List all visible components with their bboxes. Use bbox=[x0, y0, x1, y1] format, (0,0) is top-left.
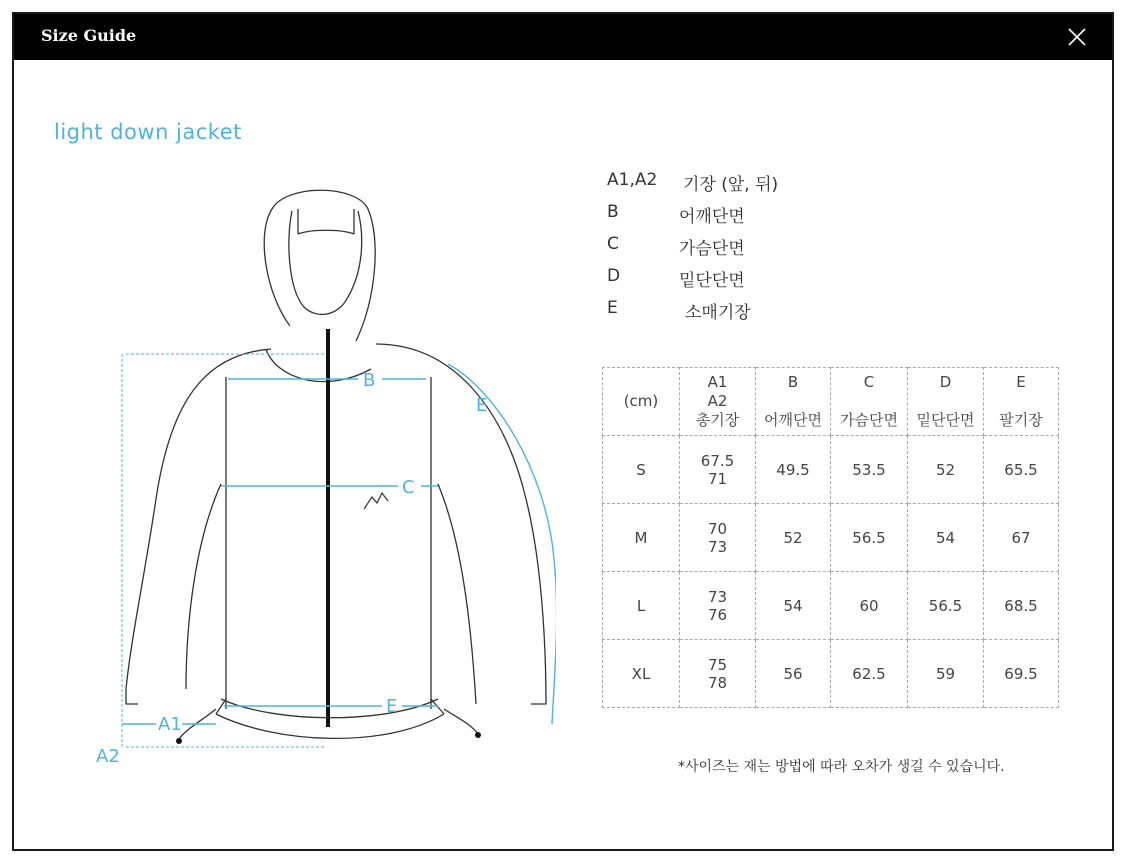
length-cell bbox=[680, 504, 756, 572]
length-cell bbox=[680, 436, 756, 504]
size-label: M bbox=[603, 504, 680, 572]
column-code: D bbox=[939, 373, 952, 391]
chest-cell: 62.5 bbox=[831, 640, 908, 708]
column-name: 어깨단면 bbox=[764, 411, 822, 429]
length-cell bbox=[680, 572, 756, 640]
length-a1: 75 bbox=[707, 655, 728, 674]
table-row bbox=[603, 436, 1059, 504]
legend-code: E bbox=[607, 298, 618, 318]
shoulder-cell: 54 bbox=[756, 572, 831, 640]
column-code: E bbox=[1016, 373, 1026, 391]
legend-desc: 기장 (앞, 뒤) bbox=[683, 175, 779, 195]
legend-code: A1,A2 bbox=[607, 170, 658, 190]
diagram-label-a2: A2 bbox=[96, 746, 120, 767]
diagram-label-a1: A1 bbox=[158, 714, 182, 735]
size-label: XL bbox=[603, 640, 680, 708]
modal-titlebar bbox=[14, 14, 1112, 60]
legend-desc: 어깨단면 bbox=[679, 207, 745, 227]
size-table-header bbox=[603, 368, 1059, 436]
column-code: B bbox=[787, 373, 799, 391]
legend-desc: 가슴단면 bbox=[679, 239, 745, 259]
column-header-d bbox=[908, 368, 984, 436]
chest-cell: 53.5 bbox=[831, 436, 908, 504]
diagram-label-b: B bbox=[363, 370, 376, 391]
hem-cell: 54 bbox=[908, 504, 984, 572]
product-name: light down jacket bbox=[54, 120, 242, 144]
column-name: 팔기장 bbox=[999, 411, 1043, 429]
size-guide-modal bbox=[12, 12, 1114, 851]
diagram-label-e-sleeve: E bbox=[476, 395, 488, 416]
legend-code: B bbox=[607, 202, 619, 222]
hem-cell: 56.5 bbox=[908, 572, 984, 640]
column-code: A1 bbox=[707, 373, 728, 391]
unit-header: (cm) bbox=[603, 368, 680, 436]
sleeve-cell: 67 bbox=[984, 504, 1059, 572]
column-header-a bbox=[680, 368, 756, 436]
chest-cell: 56.5 bbox=[831, 504, 908, 572]
table-row bbox=[603, 572, 1059, 640]
column-name: 총기장 bbox=[695, 411, 740, 429]
length-cell bbox=[680, 640, 756, 708]
length-a2: 71 bbox=[707, 469, 728, 488]
column-name: 밑단단면 bbox=[916, 411, 975, 429]
close-icon[interactable] bbox=[1064, 24, 1090, 50]
column-header-c bbox=[831, 368, 908, 436]
legend-desc: 밑단단면 bbox=[679, 271, 745, 291]
column-code: C bbox=[863, 373, 875, 391]
size-label: L bbox=[603, 572, 680, 640]
sleeve-cell: 65.5 bbox=[984, 436, 1059, 504]
size-label: S bbox=[603, 436, 680, 504]
column-code: A2 bbox=[707, 392, 728, 410]
table-row bbox=[603, 504, 1059, 572]
hem-cell: 59 bbox=[908, 640, 984, 708]
table-row bbox=[603, 640, 1059, 708]
legend-code: D bbox=[607, 266, 621, 286]
length-a1: 70 bbox=[707, 519, 728, 538]
shoulder-cell: 52 bbox=[756, 504, 831, 572]
length-a2: 73 bbox=[707, 537, 728, 556]
column-header-b bbox=[756, 368, 831, 436]
shoulder-cell: 56 bbox=[756, 640, 831, 708]
length-a1: 67.5 bbox=[700, 451, 735, 470]
hem-cell: 52 bbox=[908, 436, 984, 504]
shoulder-cell: 49.5 bbox=[756, 436, 831, 504]
length-a2: 76 bbox=[707, 605, 728, 624]
measurement-note: *사이즈는 재는 방법에 따라 오차가 생길 수 있습니다. bbox=[678, 759, 1005, 775]
size-table bbox=[602, 367, 1059, 708]
diagram-label-c: C bbox=[402, 477, 415, 498]
chest-cell: 60 bbox=[831, 572, 908, 640]
legend-desc: 소매기장 bbox=[685, 303, 751, 323]
modal-title: Size Guide bbox=[41, 26, 137, 45]
column-name: 가슴단면 bbox=[840, 411, 898, 429]
length-a1: 73 bbox=[707, 587, 728, 606]
legend-code: C bbox=[607, 234, 619, 254]
sleeve-cell: 69.5 bbox=[984, 640, 1059, 708]
length-a2: 78 bbox=[707, 673, 728, 692]
column-header-e bbox=[984, 368, 1059, 436]
sleeve-cell: 68.5 bbox=[984, 572, 1059, 640]
diagram-label-e-hem: E bbox=[386, 696, 398, 717]
jacket-illustration bbox=[76, 179, 556, 779]
